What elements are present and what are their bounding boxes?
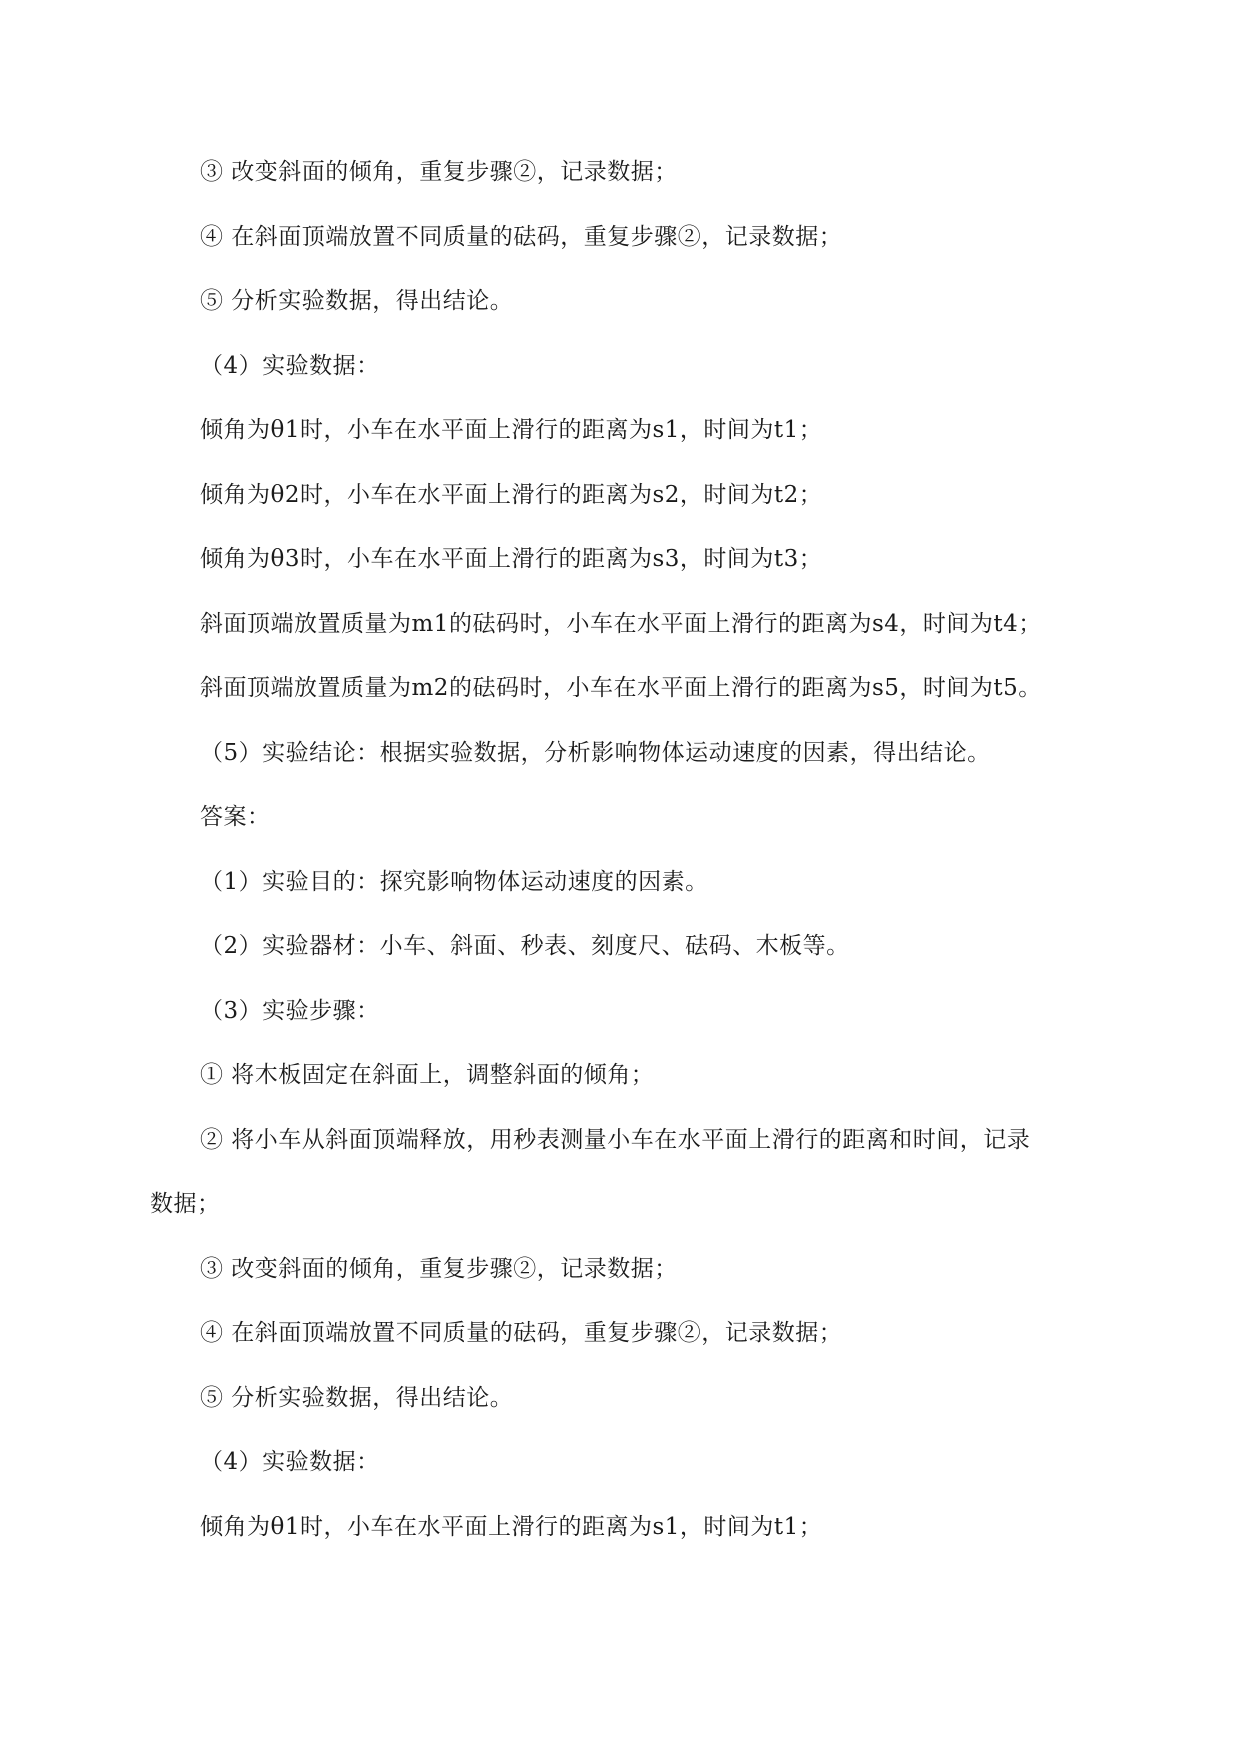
answer-section-2: （2）实验器材：小车、斜面、秒表、刻度尺、砝码、木板等。 <box>200 933 850 959</box>
data-line-mass-2: 斜面顶端放置质量为m2的砝码时，小车在水平面上滑行的距离为s5，时间为t5。 <box>200 675 1042 701</box>
answer-step-1: ① 将木板固定在斜面上，调整斜面的倾角； <box>200 1062 655 1088</box>
answer-section-3: （3）实验步骤： <box>200 997 380 1024</box>
section-5-conclusion: （5）实验结论：根据实验数据，分析影响物体运动速度的因素，得出结论。 <box>200 739 991 766</box>
step-4-line: ④ 在斜面顶端放置不同质量的砝码，重复步骤②，记录数据； <box>200 223 843 250</box>
answer-section-1: （1）实验目的：探究影响物体运动速度的因素。 <box>200 868 709 895</box>
answer-step-5: ⑤ 分析实验数据，得出结论。 <box>200 1384 514 1411</box>
answer-step-3: ③ 改变斜面的倾角，重复步骤②，记录数据； <box>200 1255 678 1282</box>
data-line-angle-3: 倾角为θ3时，小车在水平面上滑行的距离为s3，时间为t3； <box>200 546 823 572</box>
step-5-line: ⑤ 分析实验数据，得出结论。 <box>200 288 514 314</box>
data-line-angle-2: 倾角为θ2时，小车在水平面上滑行的距离为s2，时间为t2； <box>200 481 823 508</box>
answer-step-2-continued: 数据； <box>150 1191 221 1217</box>
section-4-heading: （4）实验数据： <box>200 352 380 379</box>
answer-section-4: （4）实验数据： <box>200 1449 380 1475</box>
data-line-angle-1: 倾角为θ1时，小车在水平面上滑行的距离为s1，时间为t1； <box>200 417 823 443</box>
answer-step-4: ④ 在斜面顶端放置不同质量的砝码，重复步骤②，记录数据； <box>200 1320 843 1346</box>
data-line-mass-1: 斜面顶端放置质量为m1的砝码时，小车在水平面上滑行的距离为s4，时间为t4； <box>200 610 1042 637</box>
step-3-line: ③ 改变斜面的倾角，重复步骤②，记录数据； <box>200 159 678 185</box>
answer-heading: 答案： <box>200 804 271 830</box>
answer-data-line-angle-1: 倾角为θ1时，小车在水平面上滑行的距离为s1，时间为t1； <box>200 1513 823 1540</box>
document-body <box>150 140 1090 1559</box>
answer-step-2: ② 将小车从斜面顶端释放，用秒表测量小车在水平面上滑行的距离和时间，记录 <box>200 1126 1031 1153</box>
